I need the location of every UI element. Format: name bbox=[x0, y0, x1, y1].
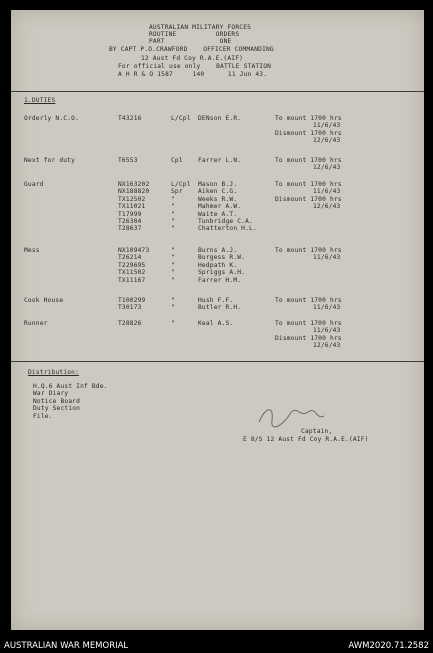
distribution-item: File. bbox=[33, 412, 53, 420]
distribution-item: War Diary bbox=[33, 390, 69, 398]
header-line-6: For official use only BATTLE STATION bbox=[118, 63, 272, 70]
duty-time: 12/6/43 bbox=[313, 342, 341, 350]
duty-label: Runner bbox=[24, 320, 48, 327]
divider-top bbox=[11, 91, 424, 92]
service-number: T26304 bbox=[118, 218, 142, 225]
service-number: TX11502 bbox=[118, 269, 146, 277]
duty-time: To mount 1700 hrs bbox=[275, 181, 342, 188]
rank: " bbox=[171, 203, 175, 211]
duty-time: To mount 1700 hrs bbox=[275, 297, 342, 304]
soldier-name: Mahmer A.W. bbox=[198, 203, 242, 211]
distribution-item: Duty Section bbox=[33, 405, 81, 413]
duty-time: To mount 1700 hrs bbox=[275, 157, 342, 164]
service-number: TX12502 bbox=[118, 195, 146, 203]
service-number: NX188820 bbox=[118, 188, 150, 196]
soldier-name: Keal A.S. bbox=[198, 320, 234, 327]
duty-time: Dismount 1700 hrs bbox=[275, 334, 342, 342]
rank: Spr bbox=[171, 188, 183, 196]
duty-time: 11/6/43 bbox=[313, 254, 341, 262]
duty-label: Cook House bbox=[24, 297, 64, 304]
rank: " bbox=[171, 297, 175, 304]
soldier-name: Aiken C.G. bbox=[198, 188, 238, 196]
service-number: TX11167 bbox=[118, 276, 146, 284]
soldier-name: Mason B.J. bbox=[198, 181, 238, 188]
soldier-name: DENson E.R. bbox=[198, 115, 242, 122]
duty-time: 12/6/43 bbox=[313, 164, 341, 172]
header-line-7: A H R & O 1587 140 11 Jun 43. bbox=[118, 71, 268, 78]
duty-time: 11/6/43 bbox=[313, 304, 341, 312]
rank: Cpl bbox=[171, 157, 183, 164]
duty-time: To mount 1700 hrs bbox=[275, 115, 342, 122]
rank: " bbox=[171, 261, 175, 269]
service-number: T229695 bbox=[118, 261, 146, 269]
rank: " bbox=[171, 276, 175, 284]
document-sheet bbox=[11, 10, 424, 630]
distribution-item: Notice Board bbox=[33, 397, 81, 405]
soldier-name: Hush F.F. bbox=[198, 297, 234, 304]
soldier-name: Farrer H.M. bbox=[198, 276, 242, 284]
service-number: T26214 bbox=[118, 254, 142, 262]
soldier-name: Chatterton H.L. bbox=[198, 225, 257, 233]
header-line-3: PART ONE bbox=[149, 38, 232, 45]
duty-time: 12/6/43 bbox=[313, 137, 341, 145]
soldier-name: Butler R.H. bbox=[198, 304, 242, 312]
rank: " bbox=[171, 210, 175, 218]
signature-scrawl bbox=[256, 400, 326, 430]
rank: " bbox=[171, 304, 175, 312]
service-number: T28637 bbox=[118, 225, 142, 233]
duty-label: Mess bbox=[24, 247, 40, 254]
service-number: NX109473 bbox=[118, 247, 150, 254]
duty-time: 11/6/43 bbox=[313, 188, 341, 196]
rank: L/Cpl bbox=[171, 181, 191, 188]
distribution-title: Distribution: bbox=[28, 369, 80, 376]
footer-bar bbox=[0, 637, 433, 653]
footer-institution: AUSTRALIAN WAR MEMORIAL bbox=[4, 641, 129, 651]
footer-accession: AWM2020.71.2582 bbox=[348, 641, 429, 651]
duty-time: Dismount 1700 hrs bbox=[275, 129, 342, 137]
rank: " bbox=[171, 195, 175, 203]
rank: " bbox=[171, 218, 175, 225]
section-title: 1.DUTIES bbox=[24, 97, 56, 104]
duty-time: To mount 1700 hrs bbox=[275, 320, 342, 327]
service-number: T30173 bbox=[118, 304, 142, 312]
soldier-name: Burns A.J. bbox=[198, 247, 238, 254]
duty-label: Next for duty bbox=[24, 157, 76, 164]
duty-label: Guard bbox=[24, 181, 44, 188]
signature-unit: E 8/S 12 Aust Fd Coy R.A.E.(AIF) bbox=[243, 436, 369, 443]
soldier-name: Waite A.T. bbox=[198, 210, 238, 218]
distribution-item: H.Q.6 Aust Inf Bde. bbox=[33, 383, 108, 390]
rank: " bbox=[171, 269, 175, 277]
header-line-5: 12 Aust Fd Coy R.A.E.(AIF) bbox=[141, 55, 244, 62]
service-number: TX11021 bbox=[118, 203, 146, 211]
service-number: T6553 bbox=[118, 157, 138, 164]
soldier-name: Hedpath K. bbox=[198, 261, 238, 269]
rank: " bbox=[171, 247, 175, 254]
soldier-name: Weeks R.W. bbox=[198, 195, 238, 203]
rank: " bbox=[171, 254, 175, 262]
header-line-1: AUSTRALIAN MILITARY FORCES bbox=[149, 24, 252, 31]
service-number: T43216 bbox=[118, 115, 142, 122]
duty-time: 12/6/43 bbox=[313, 203, 341, 211]
duty-time: Dismount 1700 hrs bbox=[275, 195, 342, 203]
header-line-4: BY CAPT P.O.CRAWFORD OFFICER COMMANDING bbox=[109, 46, 274, 53]
header-line-2: ROUTINE ORDERS bbox=[149, 31, 240, 38]
rank: " bbox=[171, 320, 175, 327]
service-number: NX163202 bbox=[118, 181, 150, 188]
duty-time: 11/6/43 bbox=[313, 122, 341, 130]
duty-time: To mount 1700 hrs bbox=[275, 247, 342, 254]
soldier-name: Spriggs A.H. bbox=[198, 269, 246, 277]
soldier-name: Tunbridge C.A. bbox=[198, 218, 253, 225]
soldier-name: Farrer L.N. bbox=[198, 157, 242, 164]
duty-label: Orderly N.C.O. bbox=[24, 115, 79, 122]
service-number: T100299 bbox=[118, 297, 146, 304]
soldier-name: Burgess R.W. bbox=[198, 254, 246, 262]
duty-time: 11/6/43 bbox=[313, 327, 341, 335]
rank: L/Cpl bbox=[171, 115, 191, 122]
rank: " bbox=[171, 225, 175, 233]
service-number: T28826 bbox=[118, 320, 142, 327]
divider-bottom bbox=[11, 361, 424, 362]
signature-rank: Captain, bbox=[301, 428, 333, 435]
service-number: T17999 bbox=[118, 210, 142, 218]
